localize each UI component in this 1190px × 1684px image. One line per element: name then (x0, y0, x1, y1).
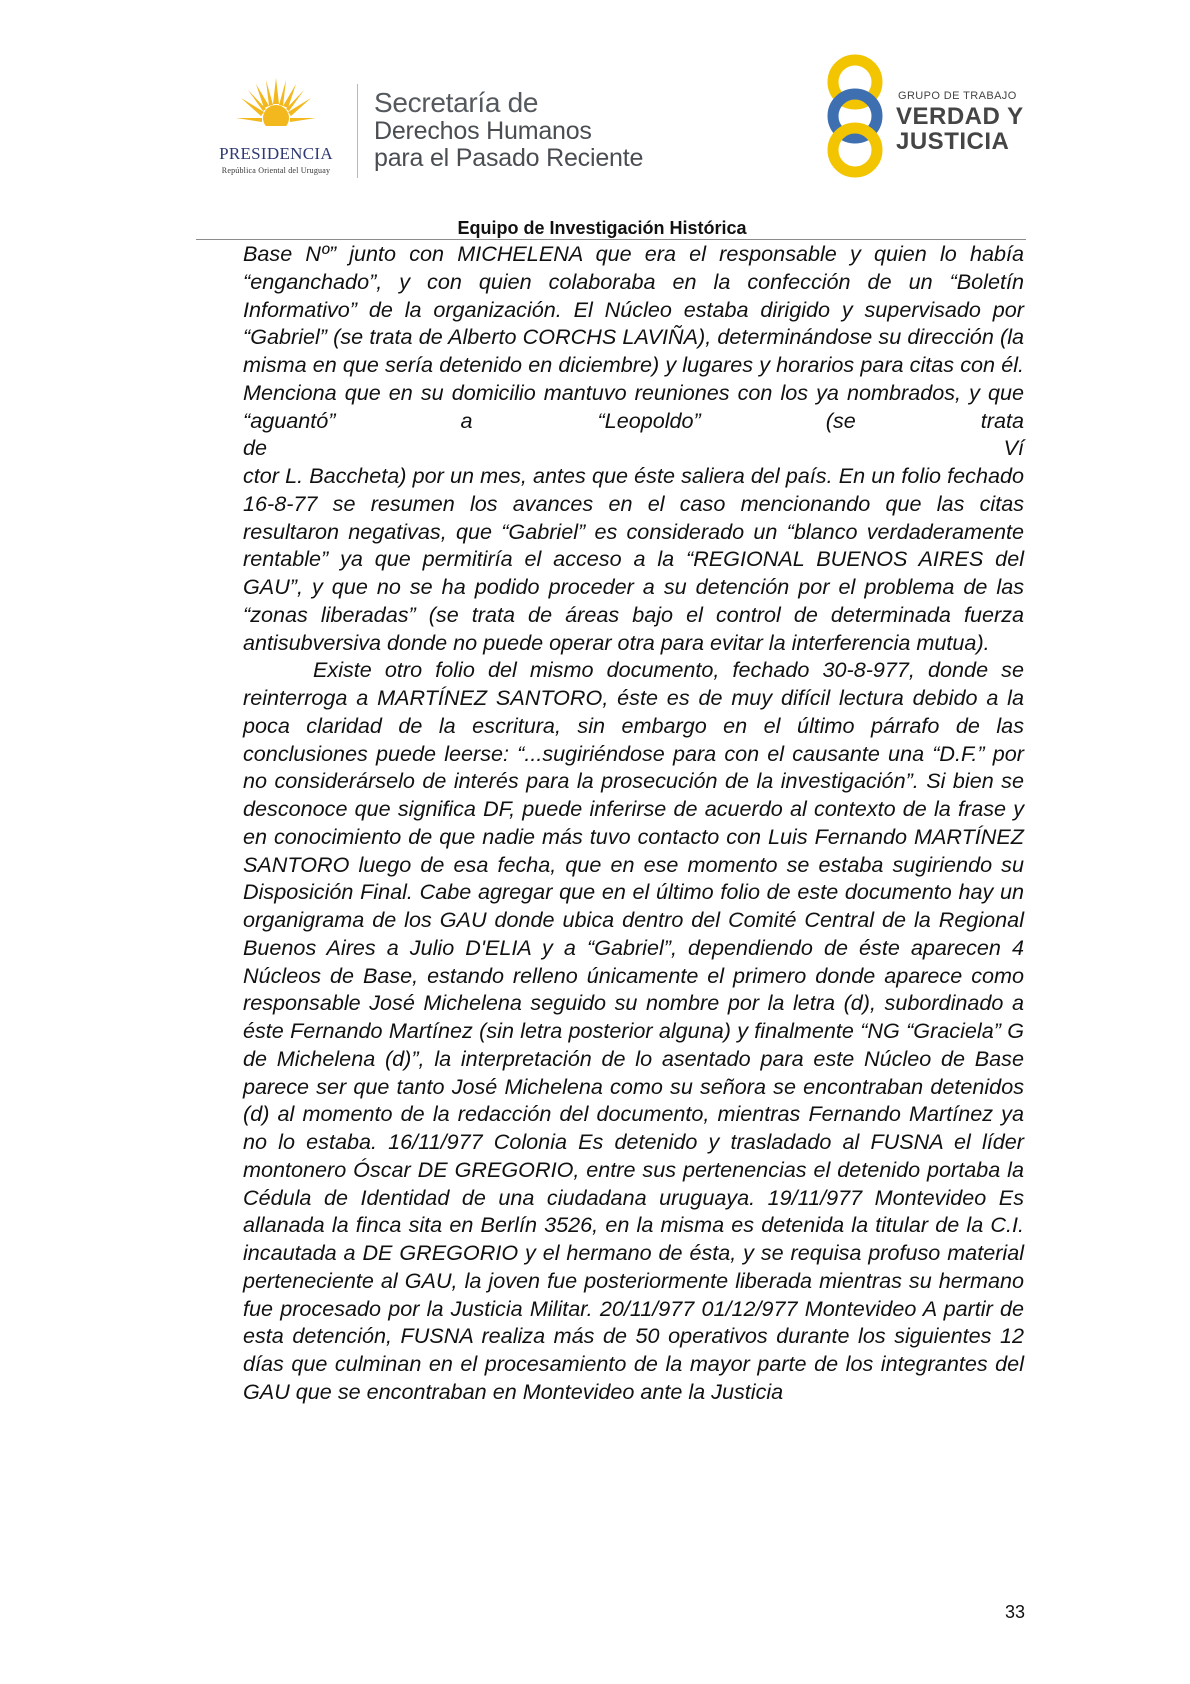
presidencia-name: PRESIDENCIA (219, 144, 333, 163)
page-header (0, 0, 1190, 240)
split-word-left: de (243, 435, 268, 461)
secretaria-line-1: Secretaría de (374, 87, 539, 118)
paragraph-1-part-a: Base Nº” junto con MICHELENA que era el responsable y quien lo había “enganchado”, y con quien colaboraba en la confección de un “Boletín Informativo” de la organización. El Núcleo estaba dirigido y supervisado por “Gabriel” (se trata de Alberto CORCHS LAVIÑA), determinándose su dirección (la misma en que sería detenido en diciembre) y lugares y horarios para citas con él. Menciona que en su domicilio mantuvo reuniones con los ya nombrados, y que “aguantó” a “Leopoldo” (se trata (243, 241, 1024, 433)
team-title-row (0, 218, 1190, 239)
secretaria-logo (374, 88, 643, 172)
linked-rings-icon (820, 54, 890, 178)
team-title: Equipo de Investigación Histórica (457, 218, 747, 238)
paragraph-1-part-b: ctor L. Baccheta) por un mes, antes que éste saliera del país. En un folio fechado 16-8-77 se resumen los avances en el caso mencionando que las citas resultaron negativas, que “Gabriel” es considerado un “blanco verdaderamente rentable” ya que permitiría el acceso a la “REGIONAL BUENOS AIRES del GAU”, y que no se ha podido proceder a su detención por el problema de las “zonas liberadas” (se trata de áreas bajo el control de determinada fuerza antisubversiva donde no puede operar otra para evitar la interferencia mutua). (243, 463, 1024, 655)
secretaria-line-2: Derechos Humanos (374, 117, 592, 145)
split-word-right: Ví (1003, 435, 1024, 461)
paragraph-2: Existe otro folio del mismo documento, fechado 30-8-977, donde se reinterroga a MARTÍNEZ SANTORO, éste es de muy difícil lectura debido a la poca claridad de la escritura, sin embargo en el último párrafo de las conclusiones puede leerse: “...sugiriéndose para con el causante una “D.F.” por no considerárselo de interés para la prosecución de la investigación”. Si bien se desconoce que significa DF, puede inferirse de acuerdo al contexto de la frase y en conocimiento de que nadie más tuvo contacto con Luis Fernando MARTÍNEZ SANTORO luego de esa fecha, que en ese momento se estaba sugiriendo su Disposición Final. Cabe agregar que en el último folio de este documento hay un organigrama de los GAU donde ubica dentro del Comité Central de la Regional Buenos Aires a Julio D'ELIA y a “Gabriel”, dependiendo de éste aparecen 4 Núcleos de Base, estando relleno únicamente el primero donde aparece como responsable José Michelena seguido su nombre por la letra (d), subordinado a éste Fernando Martínez (sin letra posterior alguna) y finalmente “NG “Graciela” G de Michelena (d)”, la interpretación de lo asentado para este Núcleo de Base parece ser que tanto José Michelena como su señora se encontraban detenidos (d) al momento de la redacción del documento, mientras Fernando Martínez ya no lo estaba. 16/11/977 Colonia Es detenido y trasladado al FUSNA el líder montonero Óscar DE GREGORIO, entre sus pertenencias el detenido portaba la Cédula de Identidad de una ciudadana uruguaya. 19/11/977 Montevideo Es allanada la finca sita en Berlín 3526, en la misma es detenida la titular de la C.I. incautada a DE GREGORIO y el hermano de ésta, y se requisa profuso material perteneciente al GAU, la joven fue posteriormente liberada mientras su hermano fue procesado por la Justicia Militar. 20/11/977 01/12/977 Montevideo A partir de esta detención, FUSNA realiza más de 50 operativos durante los siguientes 12 días que culminan en el procesamiento de la mayor parte de los integrantes del GAU que se encontraban en Montevideo ante la Justicia (243, 657, 1024, 1404)
grupo-label: GRUPO DE TRABAJO (898, 90, 1017, 102)
header-divider (357, 84, 358, 178)
presidencia-subtitle: República Oriental del Uruguay (221, 166, 331, 175)
split-line (243, 434, 1024, 462)
justicia-label: JUSTICIA (896, 128, 1010, 155)
secretaria-line-3: para el Pasado Reciente (374, 144, 644, 172)
presidencia-logo (196, 78, 356, 178)
grupo-trabajo-logo (820, 54, 1040, 184)
page-number: 33 (1005, 1602, 1026, 1622)
verdad-label: VERDAD Y (896, 103, 1024, 130)
document-body (243, 240, 1024, 1406)
sun-emblem-icon (236, 78, 316, 130)
